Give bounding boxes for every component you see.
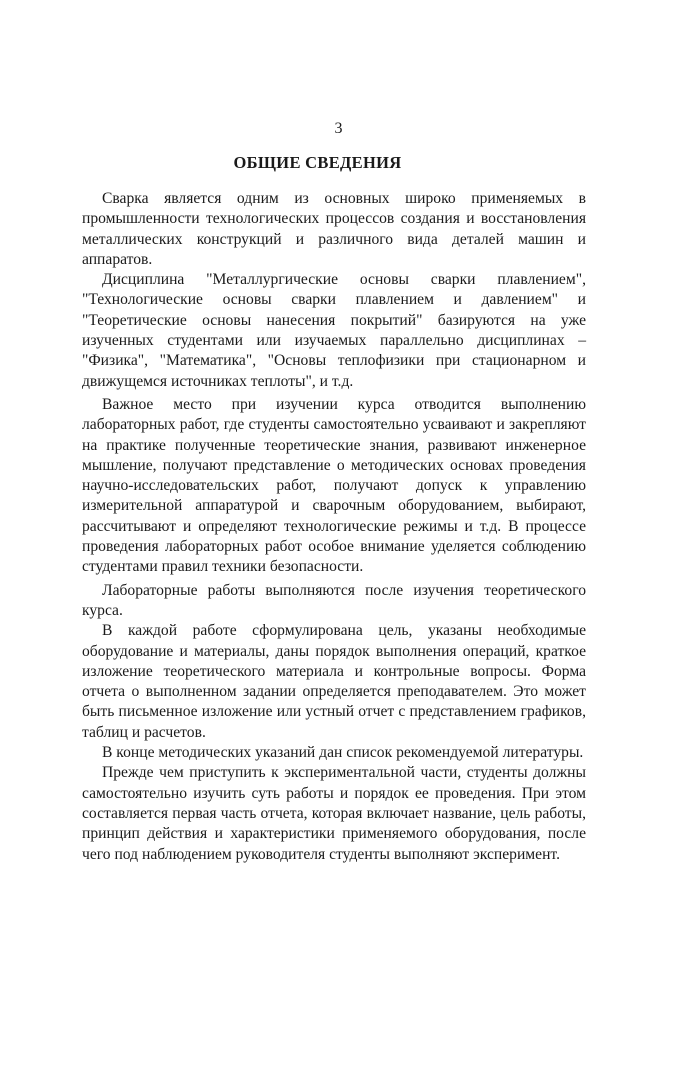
paragraph-disciplines: Дисциплина "Металлургические основы сварки плавлением", "Технологические основы сварки плавлением и давлением" и "Теоретические основы нанесения покрытий" базируются на уже изученных студентами или изучаемых параллельно дисциплинах – "Физика", "Математика", "Основы теплофизики при стационарном и движущемся источниках теплоты", и т.д. xyxy=(82,271,586,390)
section-heading: ОБЩИЕ СВЕДЕНИЯ xyxy=(233,153,402,172)
paragraph-lab-order: Лабораторные работы выполняются после изучения теоретического курса. xyxy=(82,581,586,619)
body-text xyxy=(82,189,586,865)
paragraph-literature: В конце методических указаний дан список рекомендуемой литературы. xyxy=(102,744,584,762)
paragraph-work-structure: В каждой работе сформулирована цель, указаны необходимые оборудование и материалы, даны порядок выполнения операций, краткое изложение теоретического материала и контрольные вопросы. Форма отчета о выполненном задании определяется преподавателем. Это может быть письменное изложение или устный отчет с представлением графиков, таблиц и расчетов. xyxy=(82,622,586,741)
paragraph-lab-importance: Важное место при изучении курса отводится выполнению лабораторных работ, где студенты самостоятельно усваивают и закрепляют на практике полученные теоретические знания, развивают инженерное мышление, получают представление о методических основах проведения научно-исследовательских работ, получают допуск к управлению измерительной аппаратурой и сварочным оборудованием, выбирают, рассчитывают и определяют технологические режимы и т.д. В процессе проведения лабораторных работ особое внимание уделяется соблюдению студентами правил техники безопасности. xyxy=(82,395,586,576)
paragraph-procedure: Прежде чем приступить к экспериментальной части, студенты должны самостоятельно изучить суть работы и порядок ее проведения. При этом составляется первая часть отчета, которая включает название, цель работы, принцип действия и характеристики применяемого оборудования, после чего под наблюдением руководителя студенты выполняют эксперимент. xyxy=(82,764,586,863)
paragraph-welding-intro: Сварка является одним из основных широко применяемых в промышленности технологических процессов создания и восстановления металлических конструкций и различного вида деталей машин и аппаратов. xyxy=(82,190,586,268)
page-number: 3 xyxy=(334,120,343,137)
